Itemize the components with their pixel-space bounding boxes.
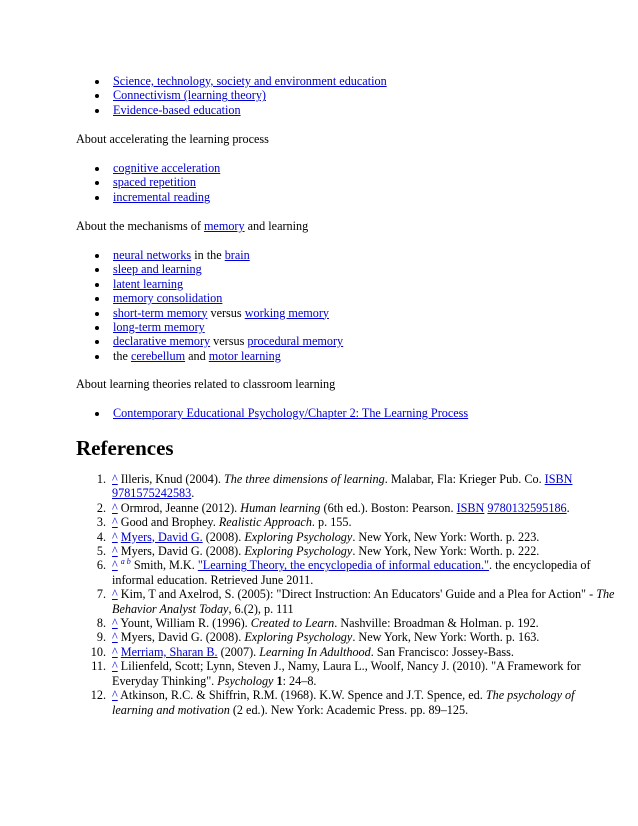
ref-backlink[interactable]: ^ xyxy=(112,587,118,602)
ref-backlink[interactable]: ^ xyxy=(112,544,118,559)
ref-text: Illeris, Knud (2004). xyxy=(117,472,225,486)
memory-list xyxy=(93,248,343,363)
ref-text: (2008). xyxy=(202,529,245,544)
ref-number: 10. xyxy=(90,644,106,659)
ref-number: 2. xyxy=(96,500,106,515)
ref-text: Ormrod, Jeanne (2012). xyxy=(117,500,241,515)
ref-text: Myers, David G. (2008). xyxy=(117,630,245,645)
list-item xyxy=(93,175,220,189)
link-motor-learning[interactable]: motor learning xyxy=(208,348,281,363)
ref-title: Psychology xyxy=(217,673,274,688)
ref-number: 6. xyxy=(96,558,106,573)
link-contemporary-educational-psychology[interactable]: Contemporary Educational Psychology/Chapter 2: The Learning Process xyxy=(113,406,469,420)
list-item xyxy=(93,334,343,348)
ref-number: 1. xyxy=(96,472,106,486)
reference-item xyxy=(76,616,616,630)
about-classroom-heading: About learning theories related to classroom learning xyxy=(76,377,336,391)
ref-title: Exploring Psychology xyxy=(244,544,353,559)
link-incremental-reading[interactable]: incremental reading xyxy=(113,189,211,204)
ref-title: Exploring Psychology xyxy=(244,529,353,544)
link-latent-learning[interactable]: latent learning xyxy=(113,276,184,291)
ref-backlink[interactable]: ^ xyxy=(112,616,118,631)
ref-title: The three dimensions of learning xyxy=(224,472,385,486)
list-item xyxy=(93,306,343,320)
ref-text: . Malabar, Fla: Krieger Pub. Co. xyxy=(384,472,545,486)
list-text: and xyxy=(185,348,209,363)
ref-backlink[interactable]: ^ xyxy=(112,472,118,486)
link-memory[interactable]: memory xyxy=(203,219,245,233)
reference-item xyxy=(76,501,616,515)
list-text: in the xyxy=(191,248,225,262)
ref-backlink[interactable]: ^ xyxy=(112,630,118,645)
link-long-term-memory[interactable]: long-term memory xyxy=(113,319,205,334)
link-isbn-number[interactable]: 9781575242583 xyxy=(112,486,192,501)
ref-backlink[interactable]: ^ xyxy=(112,558,118,573)
ref-text: . New York, New York: Worth. p. 222. xyxy=(352,544,540,559)
link-author-merriam[interactable]: Merriam, Sharan B. xyxy=(120,644,218,659)
link-cognitive-acceleration[interactable]: cognitive acceleration xyxy=(113,161,221,175)
ref-text: . San Francisco: Jossey-Bass. xyxy=(370,644,514,659)
list-item xyxy=(93,349,343,363)
ref-text: . New York, New York: Worth. p. 163. xyxy=(352,630,540,645)
list-item xyxy=(93,74,387,88)
reference-item xyxy=(76,688,616,717)
reference-item xyxy=(76,558,616,587)
list-text: versus xyxy=(207,305,245,320)
ref-backlink-letters[interactable]: a b xyxy=(120,557,131,567)
ref-text: . Nashville: Broadman & Holman. p. 192. xyxy=(334,616,539,631)
ref-text: . xyxy=(566,500,570,515)
link-stse-education[interactable]: Science, technology, society and environment education xyxy=(113,74,387,88)
reference-item xyxy=(76,659,616,688)
link-learning-theory-infed[interactable]: "Learning Theory, the encyclopedia of informal education." xyxy=(197,558,489,573)
reference-item xyxy=(76,544,616,558)
ref-text: : 24–8. xyxy=(282,673,317,688)
ref-text: (6th ed.). Boston: Pearson. xyxy=(320,500,457,515)
about-memory-heading xyxy=(76,219,308,233)
link-neural-networks[interactable]: neural networks xyxy=(113,248,192,262)
link-isbn[interactable]: ISBN xyxy=(456,500,485,515)
link-declarative-memory[interactable]: declarative memory xyxy=(113,334,211,349)
link-connectivism[interactable]: Connectivism (learning theory) xyxy=(113,88,266,103)
ref-backlink[interactable]: ^ xyxy=(112,500,118,515)
reference-item xyxy=(76,630,616,644)
ref-text: (2007). xyxy=(217,644,260,659)
ref-backlink[interactable]: ^ xyxy=(112,688,118,703)
ref-backlink[interactable]: ^ xyxy=(112,659,118,674)
link-spaced-repetition[interactable]: spaced repetition xyxy=(113,175,196,190)
ref-number: 12. xyxy=(90,688,106,703)
link-author-myers[interactable]: Myers, David G. xyxy=(120,529,203,544)
ref-text: Smith, M.K. xyxy=(130,558,198,573)
ref-title: Realistic Approach xyxy=(218,515,312,530)
ref-text: . p. 155. xyxy=(311,515,352,530)
ref-text: , 6.(2), p. 111 xyxy=(228,601,294,616)
ref-text: Lilienfeld, Scott; Lynn, Steven J., Namy, Laura L., Woolf, Nancy J. (2010). "A Framework for Everyday Thinking". xyxy=(112,659,581,688)
ref-title: The Behavior Analyst Today xyxy=(112,587,615,616)
ref-number: 8. xyxy=(96,616,106,631)
link-isbn[interactable]: ISBN xyxy=(544,472,573,486)
ref-backlink[interactable]: ^ xyxy=(112,515,118,530)
ref-backlink[interactable]: ^ xyxy=(112,644,118,659)
reference-item xyxy=(76,587,616,616)
list-item xyxy=(93,248,343,262)
ref-number: 9. xyxy=(96,630,106,645)
list-item xyxy=(93,291,343,305)
ref-backlink[interactable]: ^ xyxy=(112,529,118,544)
ref-number: 3. xyxy=(96,515,106,530)
ref-text: Yount, William R. (1996). xyxy=(117,616,251,631)
ref-text: Atkinson, R.C. & Shiffrin, R.M. (1968). K.W. Spence and J.T. Spence, ed. xyxy=(117,688,486,703)
ref-title: The psychology of learning and motivation xyxy=(112,688,575,717)
ref-text: Kim, T and Axelrod, S. (2005): "Direct Instruction: An Educators' Guide and a Plea for Action" - xyxy=(117,587,597,602)
link-evidence-based-education[interactable]: Evidence-based education xyxy=(113,102,241,117)
reference-item xyxy=(76,515,616,529)
about-accelerating-heading: About accelerating the learning process xyxy=(76,132,269,146)
link-procedural-memory[interactable]: procedural memory xyxy=(247,334,344,349)
list-item xyxy=(93,320,343,334)
list-item xyxy=(93,190,220,204)
ref-text: . the encyclopedia of informal education. Retrieved June 2011. xyxy=(112,558,591,587)
ref-title: Learning In Adulthood xyxy=(259,644,371,659)
link-memory-consolidation[interactable]: memory consolidation xyxy=(113,291,223,306)
list-text: the xyxy=(113,348,131,363)
ref-text: (2 ed.). New York: Academic Press. pp. 89–125. xyxy=(229,702,469,717)
see-also-list xyxy=(93,74,387,117)
about-memory-pre: About the mechanisms of xyxy=(76,219,204,233)
ref-number: 7. xyxy=(96,587,106,602)
classroom-list xyxy=(93,406,468,420)
references-heading: References xyxy=(76,436,174,460)
list-item xyxy=(93,103,387,117)
accelerating-list xyxy=(93,161,220,204)
ref-title: Created to Learn xyxy=(250,616,335,631)
ref-number: 4. xyxy=(96,529,106,544)
ref-text: . New York, New York: Worth. p. 223. xyxy=(352,529,540,544)
reference-item xyxy=(76,530,616,544)
list-item xyxy=(93,88,387,102)
ref-text: . xyxy=(191,486,195,501)
link-short-term-memory[interactable]: short-term memory xyxy=(113,305,208,320)
ref-title: Human learning xyxy=(240,500,321,515)
link-brain[interactable]: brain xyxy=(224,248,250,262)
link-isbn-number[interactable]: 9780132595186 xyxy=(487,500,567,515)
references-list xyxy=(76,472,616,717)
link-sleep-and-learning[interactable]: sleep and learning xyxy=(113,262,202,277)
ref-text: Myers, David G. (2008). xyxy=(117,544,245,559)
ref-number: 5. xyxy=(96,544,106,559)
link-cerebellum[interactable]: cerebellum xyxy=(130,348,186,363)
ref-title: Exploring Psychology xyxy=(244,630,353,645)
list-item xyxy=(93,262,343,276)
list-text: versus xyxy=(210,334,248,349)
list-item xyxy=(93,161,220,175)
ref-volume: 1 xyxy=(276,673,283,688)
reference-item xyxy=(76,645,616,659)
ref-text: Good and Brophey. xyxy=(117,515,219,530)
link-working-memory[interactable]: working memory xyxy=(244,305,329,320)
list-item xyxy=(93,277,343,291)
reference-item xyxy=(76,472,616,501)
about-memory-post: and learning xyxy=(244,219,309,233)
ref-number: 11. xyxy=(91,659,106,674)
list-item xyxy=(93,406,468,420)
